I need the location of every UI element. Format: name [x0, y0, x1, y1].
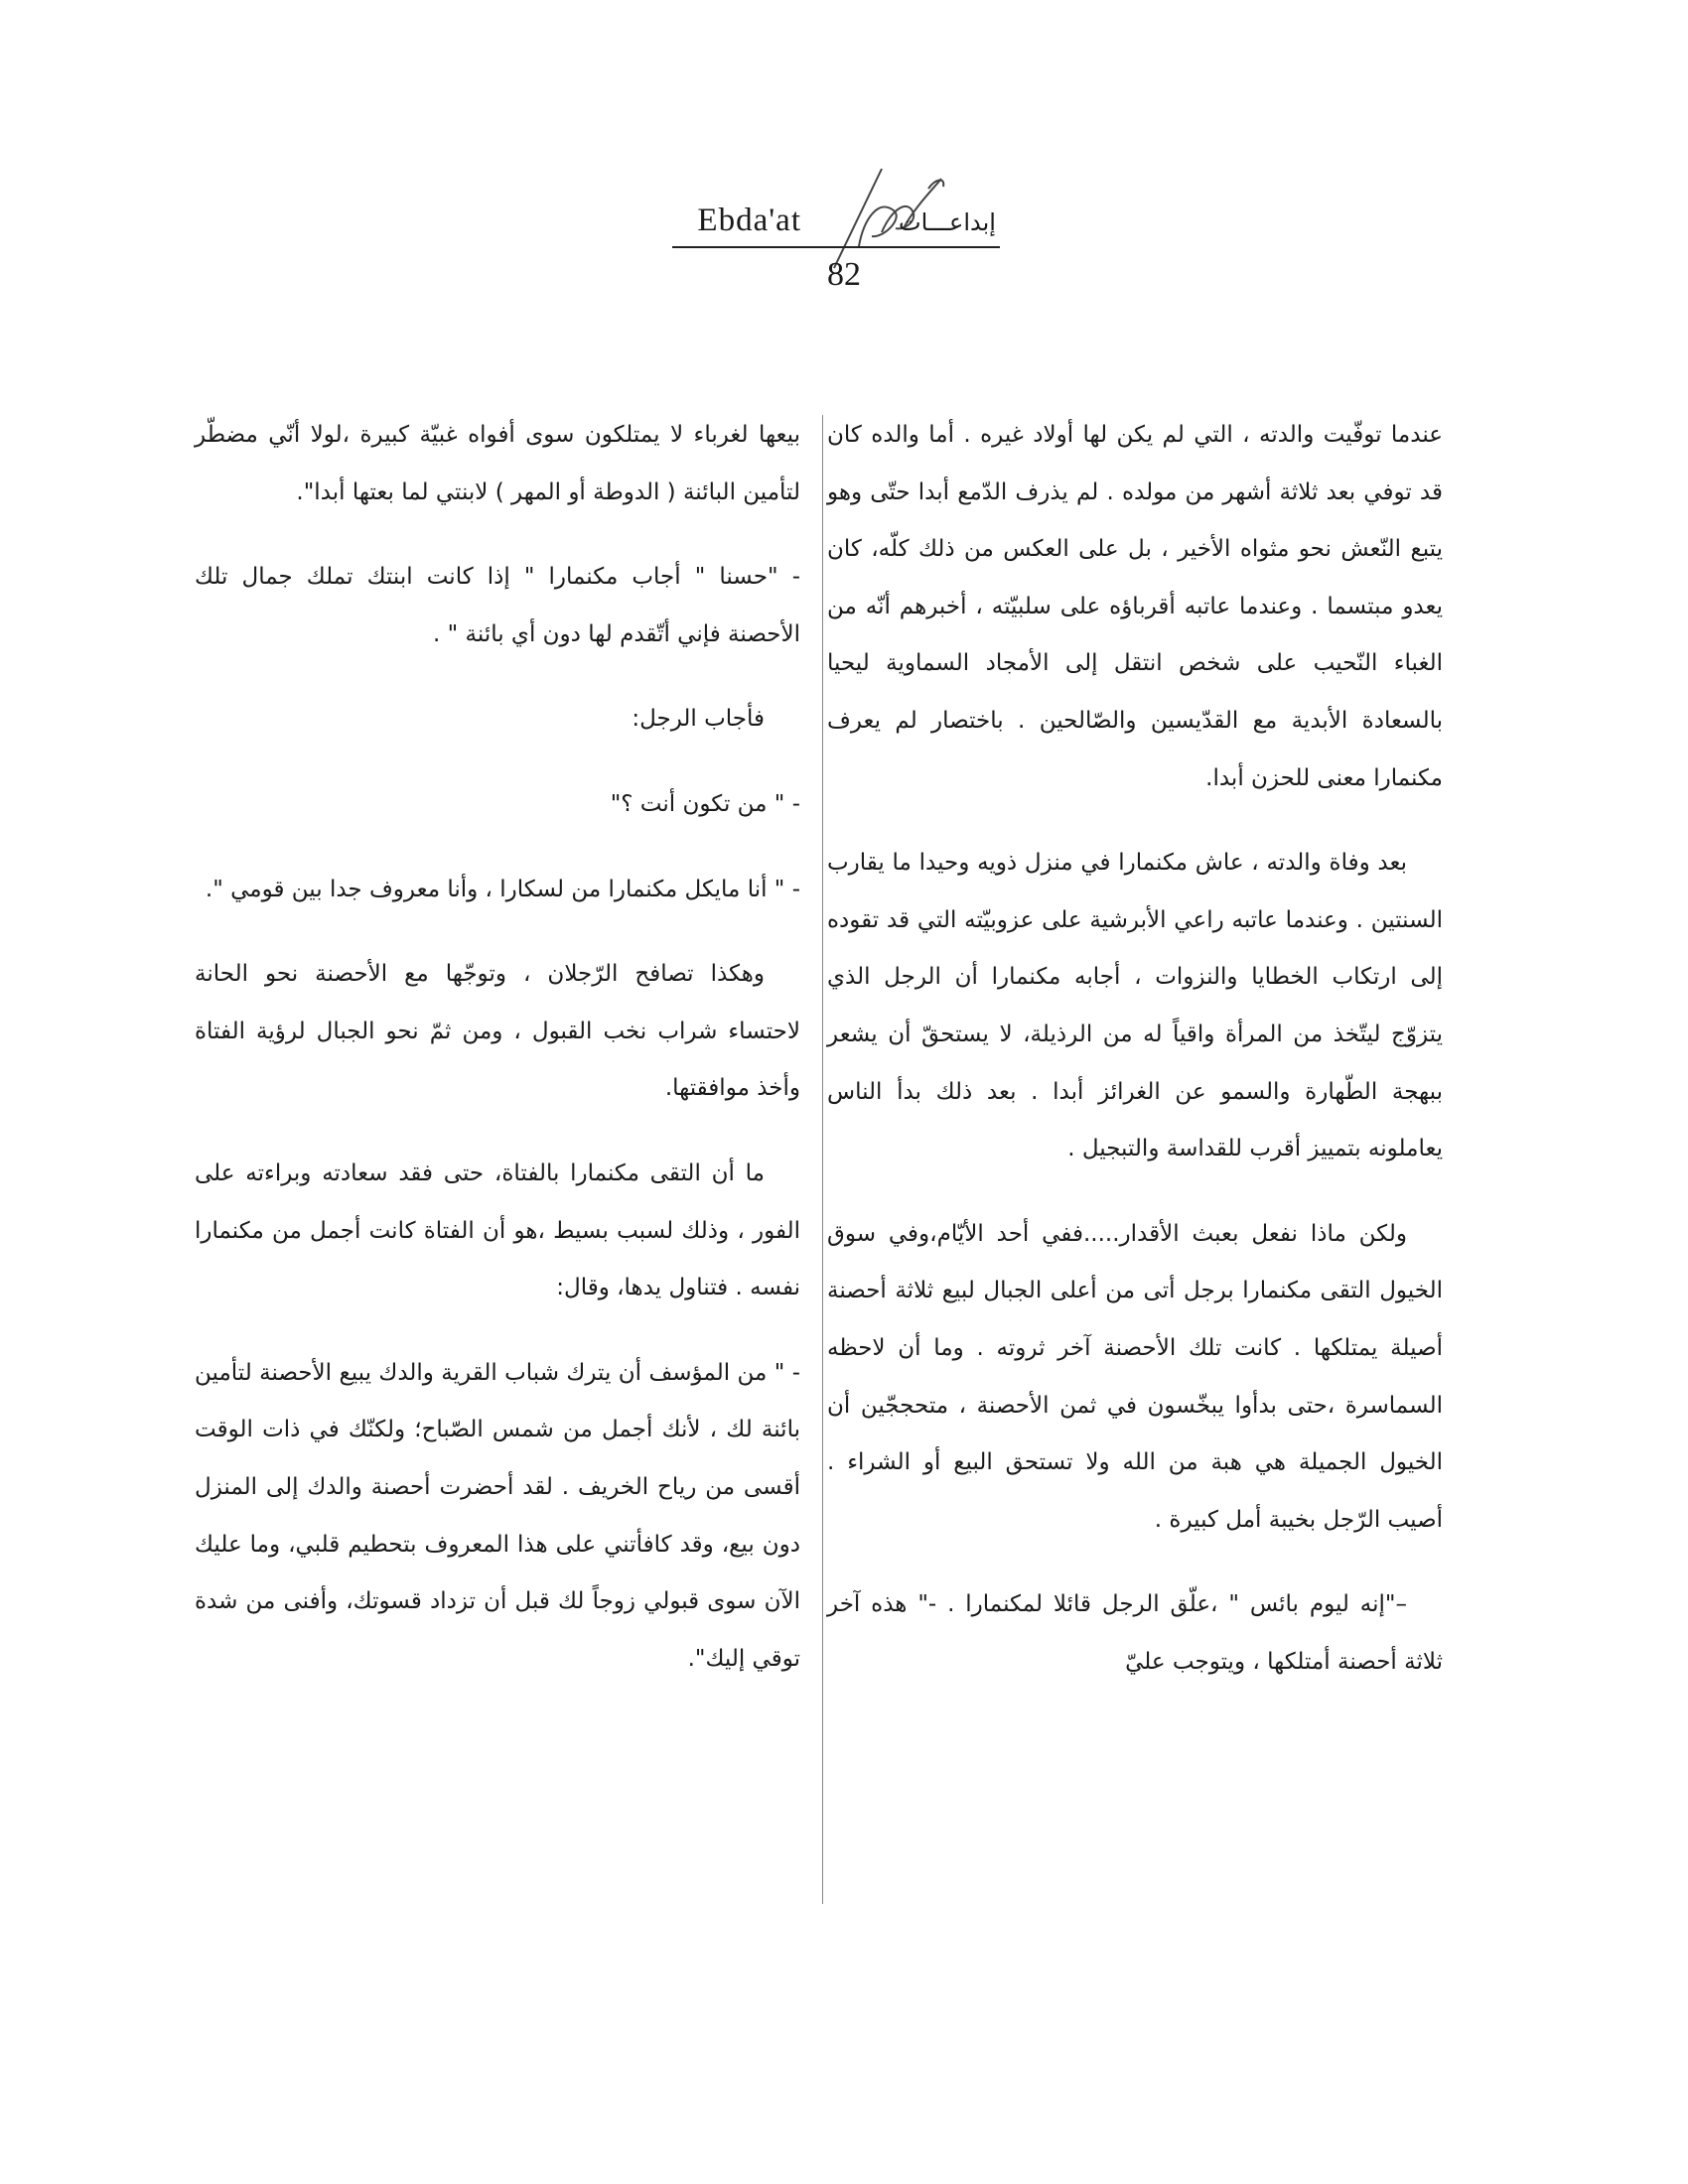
paragraph: ما أن التقى مكنمارا بالفتاة، حتى فقد سعادته وبراءته على الفور ، وذلك لسبب بسيط ،هو أن الفتاة كانت أجمل من مكنمارا نفسه . فتناول يدها، وقال:	[195, 1160, 800, 1301]
header-rule	[672, 246, 1000, 248]
paragraph: عندما توفّيت والدته ، التي لم يكن لها أولاد غيره . أما والده كان قد توفي بعد ثلاثة أشهر من مولده . لم يذرف الدّمع أبدا حتّى وهو يتبع النّعش نحو مثواه الأخير ، بل على العكس من ذلك كلّه، كان يعدو مبتسما . وعندما عاتبه أقرباؤه على سلبيّته ، أخبرهم أنّه من الغباء النّحيب على شخص انتقل إلى الأمجاد السماوية ليحيا بالسعادة الأبدية مع القدّيسين والصّالحين . باختصار لم يعرف مكنمارا معنى للحزن أبدا.	[827, 422, 1443, 791]
paragraph: فأجاب الرجل:	[632, 706, 765, 733]
page-header	[0, 159, 1688, 308]
column-divider	[822, 415, 823, 1904]
dialogue-line: - " أنا مايكل مكنمارا من لسكارا ، وأنا معروف جدا بين قومي ".	[205, 876, 800, 902]
dialogue-line: - " من تكون أنت ؟"	[610, 790, 800, 817]
paragraph: وهكذا تصافح الرّجلان ، وتوجّها مع الأحصنة نحو الحانة لاحتساء شراب نخب القبول ، ومن ثمّ نحو الجبال لرؤية الفتاة وأخذ موافقتها.	[195, 961, 800, 1102]
left-column	[195, 407, 800, 1715]
magazine-title-latin: Ebda'at	[697, 203, 801, 238]
right-column	[827, 407, 1443, 1718]
paragraph: بيعها لغرباء لا يمتلكون سوى أفواه غبيّة كبيرة ،لولا أنّي مضطّر لتأمين البائنة ( الدوطة أو المهر ) لابنتي لما بعتها أبدا".	[195, 422, 800, 505]
paragraph: بعد وفاة والدته ، عاش مكنمارا في منزل ذويه وحيدا ما يقارب السنتين . وعندما عاتبه راعي الأبرشية على عزوبيّته التي قد تقوده إلى ارتكاب الخطايا والنزوات ، أجابه مكنمارا أن الرجل الذي يتزوّج ليتّخذ من المرأة واقياً له من الرذيلة، لا يستحقّ أن يشعر ببهجة الطّهارة والسمو عن الغرائز أبدا . بعد ذلك بدأ الناس يعاملونه بتمييز أقرب للقداسة والتبجيل .	[827, 850, 1443, 1162]
paragraph: –"إنه ليوم بائس " ،علّق الرجل قائلا لمكنمارا . -" هذه آخر ثلاثة أحصنة أمتلكها ، ويتوجب عليّ	[827, 1591, 1443, 1675]
paragraph: ولكن ماذا نفعل بعبث الأقدار.....ففي أحد الأيّام،وفي سوق الخيول التقى مكنمارا برجل أتى من أعلى الجبال لبيع ثلاثة أحصنة أصيلة يمتلكها . كانت تلك الأحصنة آخر ثروته . وما أن لاحظه السماسرة ،حتى بدأوا يبخّسون في ثمن الأحصنة ، متحججّين أن الخيول الجميلة هي هبة من الله ولا تستحق البيع أو الشراء . أصيب الرّجل بخيبة أمل كبيرة .	[827, 1220, 1443, 1533]
dialogue-line: - "حسنا " أجاب مكنمارا " إذا كانت ابنتك تملك جمال تلك الأحصنة فإني أتّقدم لها دون أي بائنة " .	[195, 564, 800, 647]
page-number: 82	[827, 256, 861, 293]
magazine-title-arabic: إبداعـــات	[899, 208, 996, 236]
dialogue-line: - " من المؤسف أن يترك شباب القرية والدك يبيع الأحصنة لتأمين بائنة لك ، لأنك أجمل من شمس الصّباح؛ ولكنّك في ذات الوقت أقسى من رياح الخريف . لقد أحضرت أحصنة والدك إلى المنزل دون بيع، وقد كافأتني على هذا المعروف بتحطيم قلبي، وما عليك الآن سوى قبولي زوجاً لك قبل أن تزداد قسوتك، وأفنى من شدة توقي إليك".	[195, 1359, 800, 1672]
